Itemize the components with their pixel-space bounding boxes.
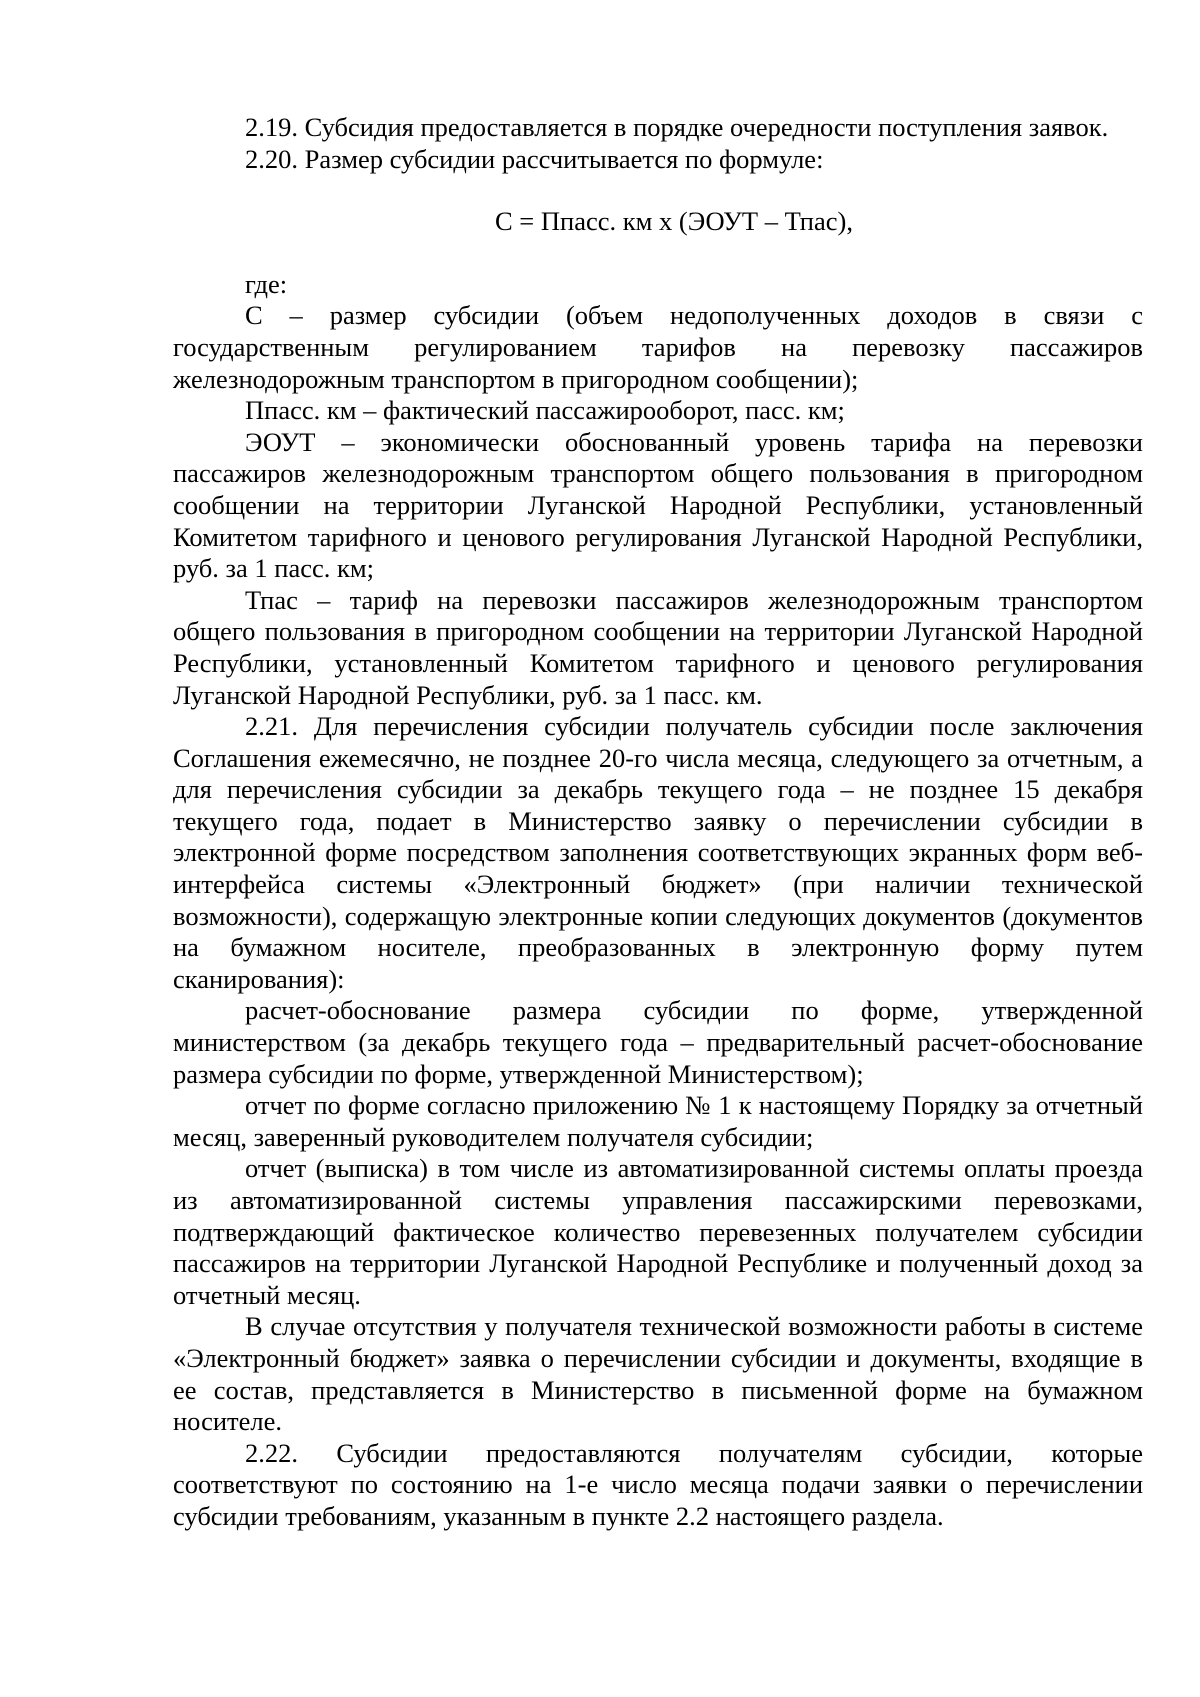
subsidy-formula: С = Ппасс. км х (ЭОУТ – Тпас), bbox=[495, 206, 853, 237]
paragraph-report: отчет по форме согласно приложению № 1 к настоящему Порядку за отчетный месяц, заверенный руководителем получателя субсидии; bbox=[173, 1090, 1143, 1152]
paragraph-2-22: 2.22. Субсидии предоставляются получателям субсидии, которые соответствуют по состоянию на 1-е число месяца подачи заявки о перечислении субсидии требованиям, указанным в пункте 2.2 настоящего раздела. bbox=[173, 1437, 1143, 1531]
paragraph-2-19: 2.19. Субсидия предоставляется в порядке очередности поступления заявок. bbox=[245, 112, 1109, 142]
document-page bbox=[173, 112, 1143, 1533]
paragraph-def-c: С – размер субсидии (объем недополученных доходов в связи с государственным регулированием тарифов на перевозку пассажиров железнодорожным транспортом в пригородном сообщении); bbox=[173, 300, 1143, 394]
paragraph-statement: отчет (выписка) в том числе из автоматизированной системы оплаты проезда из автоматизированной системы управления пассажирскими перевозками, подтверждающий фактическое количество перевезенных получателем субсидии пассажиров на территории Луганской Народной Республике и полученный доход за отчетный месяц. bbox=[173, 1153, 1143, 1310]
paragraph-calculation: расчет-обоснование размера субсидии по форме, утвержденной министерством (за декабрь текущего года – предварительный расчет-обоснование размера субсидии по форме, утвержденной Министерством); bbox=[173, 995, 1143, 1089]
paragraph-2-20: 2.20. Размер субсидии рассчитывается по формуле: bbox=[245, 143, 824, 174]
paragraph-where: где: bbox=[245, 268, 288, 299]
paragraph-def-tpas: Тпас – тариф на перевозки пассажиров железнодорожным транспортом общего пользования в пригородном сообщении на территории Луганской Народной Республики, установленный Комитетом тарифного и ценового регулирования Луганской Народной Республики, руб. за 1 пасс. км. bbox=[173, 584, 1143, 710]
paragraph-def-ppass: Ппасс. км – фактический пассажирооборот, пасс. км; bbox=[245, 395, 845, 426]
paragraph-2-21: 2.21. Для перечисления субсидии получатель субсидии после заключения Соглашения ежемесячно, не позднее 20-го числа месяца, следующего за отчетным, а для перечисления субсидии за декабрь текущего года – не позднее 15 декабря текущего года, подает в Министерство заявку о перечислении субсидии в электронной форме посредством заполнения соответствующих экранных форм веб-интерфейса системы «Электронный бюджет» (при наличии технической возможности), содержащую электронные копии следующих документов (документов на бумажном носителе, преобразованных в электронную форму путем сканирования): bbox=[173, 711, 1143, 994]
paragraph-paper-form: В случае отсутствия у получателя технической возможности работы в системе «Электронный бюджет» заявка о перечислении субсидии и документы, входящие в ее состав, представляется в Министерство в письменной форме на бумажном носителе. bbox=[173, 1311, 1143, 1437]
paragraph-def-eout: ЭОУТ – экономически обоснованный уровень тарифа на перевозки пассажиров железнодорожным транспортом общего пользования в пригородном сообщении на территории Луганской Народной Республики, установленный Комитетом тарифного и ценового регулирования Луганской Народной Республики, руб. за 1 пасс. км; bbox=[173, 426, 1143, 584]
